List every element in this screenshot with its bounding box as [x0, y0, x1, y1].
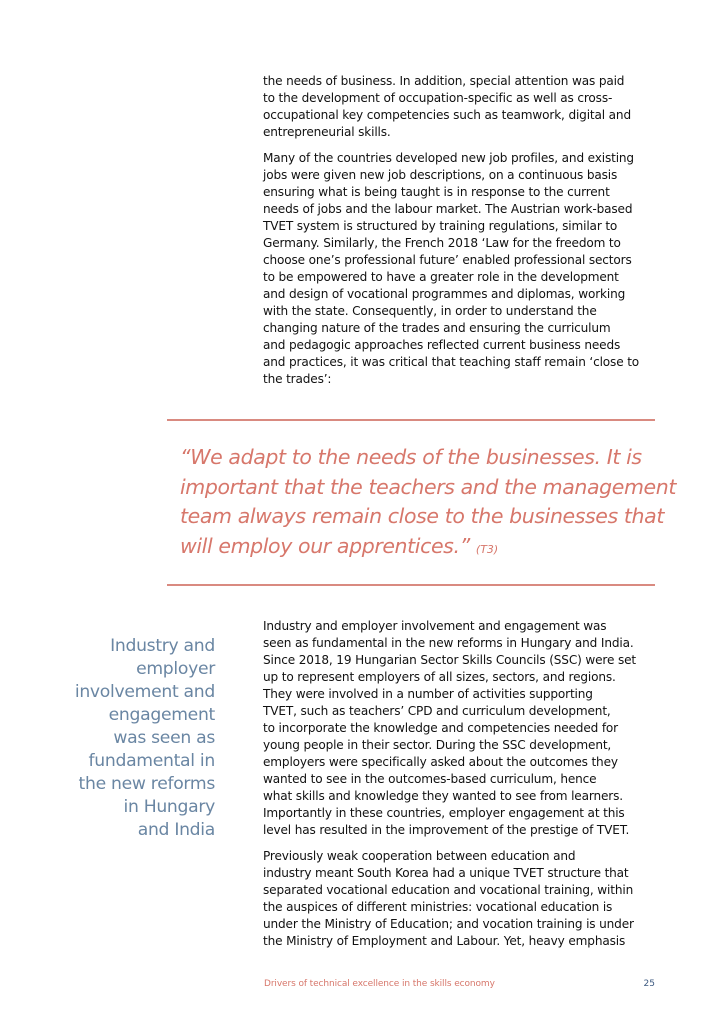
- text-line: TVET, such as teachers’ CPD and curriculum development,: [263, 704, 611, 718]
- callout-line: employer: [136, 659, 215, 679]
- text-line: Industry and employer involvement and engagement was: [263, 619, 607, 633]
- side-callout: [60, 635, 215, 842]
- text-line: the auspices of different ministries: vocational education is: [263, 900, 613, 914]
- quote-line: “We adapt to the needs of the businesses. It is: [180, 445, 642, 469]
- text-line: Many of the countries developed new job profiles, and existing: [263, 151, 634, 165]
- text-line: jobs were given new job descriptions, on a continuous basis: [263, 168, 618, 182]
- quote-line: important that the teachers and the management: [180, 474, 676, 499]
- quote-line: team always remain close to the businesses that: [180, 504, 664, 528]
- text-line: and pedagogic approaches reflected current business needs: [263, 338, 621, 352]
- text-line: choose one’s professional future’ enabled professional sectors: [263, 253, 632, 267]
- callout-line: the new reforms: [78, 774, 215, 794]
- text-line: TVET system is structured by training regulations, similar to: [263, 219, 618, 233]
- text-line: the trades’:: [263, 372, 332, 386]
- callout-line: in Hungary: [123, 797, 215, 817]
- text-line: under the Ministry of Education; and vocation training is under: [263, 917, 634, 931]
- pull-quote: [180, 443, 676, 564]
- text-line: Germany. Similarly, the French 2018 ‘Law for the freedom to: [263, 236, 621, 250]
- callout-line: involvement and: [74, 682, 215, 702]
- footer-document-title: Drivers of technical excellence in the skills economy: [264, 979, 495, 989]
- text-line: Since 2018, 19 Hungarian Sector Skills Councils (SSC) were set: [263, 653, 636, 667]
- text-line: changing nature of the trades and ensuring the curriculum: [263, 321, 611, 335]
- text-line: needs of jobs and the labour market. The Austrian work-based: [263, 202, 633, 216]
- quote-line-text: will employ our apprentices.”: [180, 533, 470, 558]
- text-line: level has resulted in the improvement of the prestige of TVET.: [263, 823, 630, 837]
- text-line: the needs of business. In addition, special attention was paid: [263, 74, 625, 88]
- text-line: ensuring what is being taught is in response to the current: [263, 185, 610, 199]
- quote-bottom-divider: [167, 584, 655, 586]
- text-line: seen as fundamental in the new reforms in Hungary and India.: [263, 636, 634, 650]
- quote-citation: (T3): [475, 542, 499, 556]
- body-paragraph-1: [263, 73, 659, 141]
- body-paragraph-4: [263, 848, 659, 950]
- text-line: and design of vocational programmes and diplomas, working: [263, 287, 626, 301]
- page-number: 25: [643, 979, 655, 989]
- text-line: Importantly in these countries, employer engagement at this: [263, 806, 625, 820]
- text-line: the Ministry of Employment and Labour. Yet, heavy emphasis: [263, 934, 626, 948]
- text-line: separated vocational education and vocational training, within: [263, 883, 634, 897]
- text-line: occupational key competencies such as teamwork, digital and: [263, 108, 631, 122]
- text-line: employers were specifically asked about the outcomes they: [263, 755, 618, 769]
- callout-line: Industry and: [110, 636, 215, 656]
- body-paragraph-3: [263, 618, 659, 839]
- callout-line: was seen as: [113, 728, 215, 748]
- quote-top-divider: [167, 419, 655, 421]
- callout-line: engagement: [108, 705, 215, 725]
- text-line: industry meant South Korea had a unique TVET structure that: [263, 866, 629, 880]
- text-line: to the development of occupation-specific as well as cross-: [263, 91, 613, 105]
- text-line: with the state. Consequently, in order to understand the: [263, 304, 597, 318]
- text-line: what skills and knowledge they wanted to see from learners.: [263, 789, 623, 803]
- callout-line: and India: [137, 820, 215, 840]
- body-paragraph-2: [263, 150, 659, 388]
- text-line: and practices, it was critical that teaching staff remain ‘close to: [263, 355, 640, 369]
- text-line: young people in their sector. During the SSC development,: [263, 738, 612, 752]
- text-line: Previously weak cooperation between education and: [263, 849, 576, 863]
- text-line: They were involved in a number of activities supporting: [263, 687, 593, 701]
- text-line: to be empowered to have a greater role in the development: [263, 270, 619, 284]
- quote-line-last: [180, 532, 650, 565]
- callout-line: fundamental in: [88, 751, 215, 771]
- text-line: wanted to see in the outcomes-based curriculum, hence: [263, 772, 597, 786]
- text-line: up to represent employers of all sizes, sectors, and regions.: [263, 670, 616, 684]
- text-line: entrepreneurial skills.: [263, 125, 391, 139]
- text-line: to incorporate the knowledge and competencies needed for: [263, 721, 619, 735]
